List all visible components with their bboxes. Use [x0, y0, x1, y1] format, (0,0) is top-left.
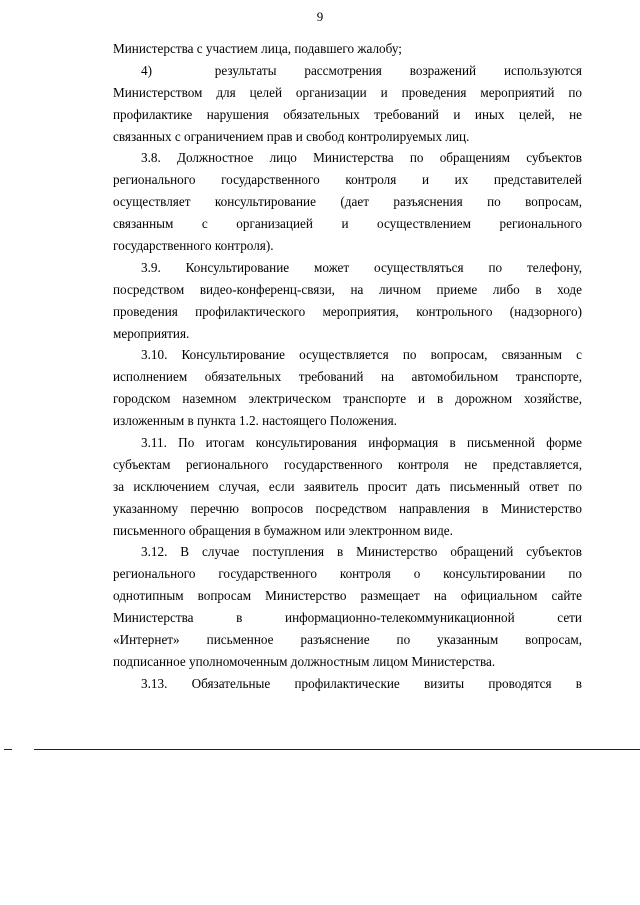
text-line: проведения профилактического мероприятия, контрольного (надзорного) — [113, 303, 582, 319]
document-body — [113, 38, 582, 695]
text-line: за исключением случая, если заявитель просит дать письменный ответ по — [113, 478, 582, 494]
text-line: связанных с ограничением прав и свобод контролируемых лиц. — [113, 128, 470, 144]
text-line: посредством видео-конференц-связи, на личном приеме либо в ходе — [113, 281, 582, 297]
text-line: подписанное уполномоченным должностным лицом Министерства. — [113, 653, 496, 669]
text-line: исполнением обязательных требований на автомобильном транспорте, — [113, 369, 582, 385]
text-line: 3.10. Консультирование осуществляется по вопросам, связанным с — [141, 347, 582, 363]
text-line: «Интернет» письменное разъяснение по указанным вопросам, — [113, 632, 582, 648]
text-line: 3.11. По итогам консультирования информация в письменной форме — [141, 435, 582, 451]
text-line: письменного обращения в бумажном или электронном виде. — [113, 522, 453, 538]
text-line: мероприятия. — [113, 325, 190, 341]
text-line: регионального государственного контроля о консультировании по — [113, 566, 582, 582]
text-line: 3.12. В случае поступления в Министерство обращений субъектов — [141, 544, 582, 560]
margin-mark — [4, 749, 12, 750]
footer-divider — [34, 749, 640, 750]
text-line: государственного контроля). — [113, 238, 274, 254]
text-line: Министерства в информационно-телекоммуникационной сети — [113, 610, 582, 626]
text-line: однотипным вопросам Министерство размещает на официальном сайте — [113, 588, 582, 604]
page-number: 9 — [316, 9, 324, 24]
text-line: связанным с организацией и осуществлением регионального — [113, 216, 582, 232]
text-line: 3.9. Консультирование может осуществляться по телефону, — [141, 259, 582, 275]
text-line: регионального государственного контроля и их представителей — [113, 172, 582, 188]
text-line: профилактике нарушения обязательных требований и иных целей, не — [113, 106, 582, 122]
text-line: 4) результаты рассмотрения возражений используются — [141, 62, 582, 78]
text-line: субъектам регионального государственного контроля не представляется, — [113, 456, 582, 472]
text-line: городском наземном электрическом транспорте и в дорожном хозяйстве, — [113, 391, 582, 407]
text-line: изложенным в пункта 1.2. настоящего Положения. — [113, 413, 397, 429]
text-line: осуществляет консультирование (дает разъяснения по вопросам, — [113, 194, 582, 210]
text-line: указанному перечню вопросов посредством направления в Министерство — [113, 500, 582, 516]
text-line: 3.13. Обязательные профилактические визиты проводятся в — [141, 675, 582, 691]
text-line: 3.8. Должностное лицо Министерства по обращениям субъектов — [141, 150, 582, 166]
text-line: Министерством для целей организации и проведения мероприятий по — [113, 84, 582, 100]
text-line: Министерства с участием лица, подавшего жалобу; — [113, 41, 402, 56]
